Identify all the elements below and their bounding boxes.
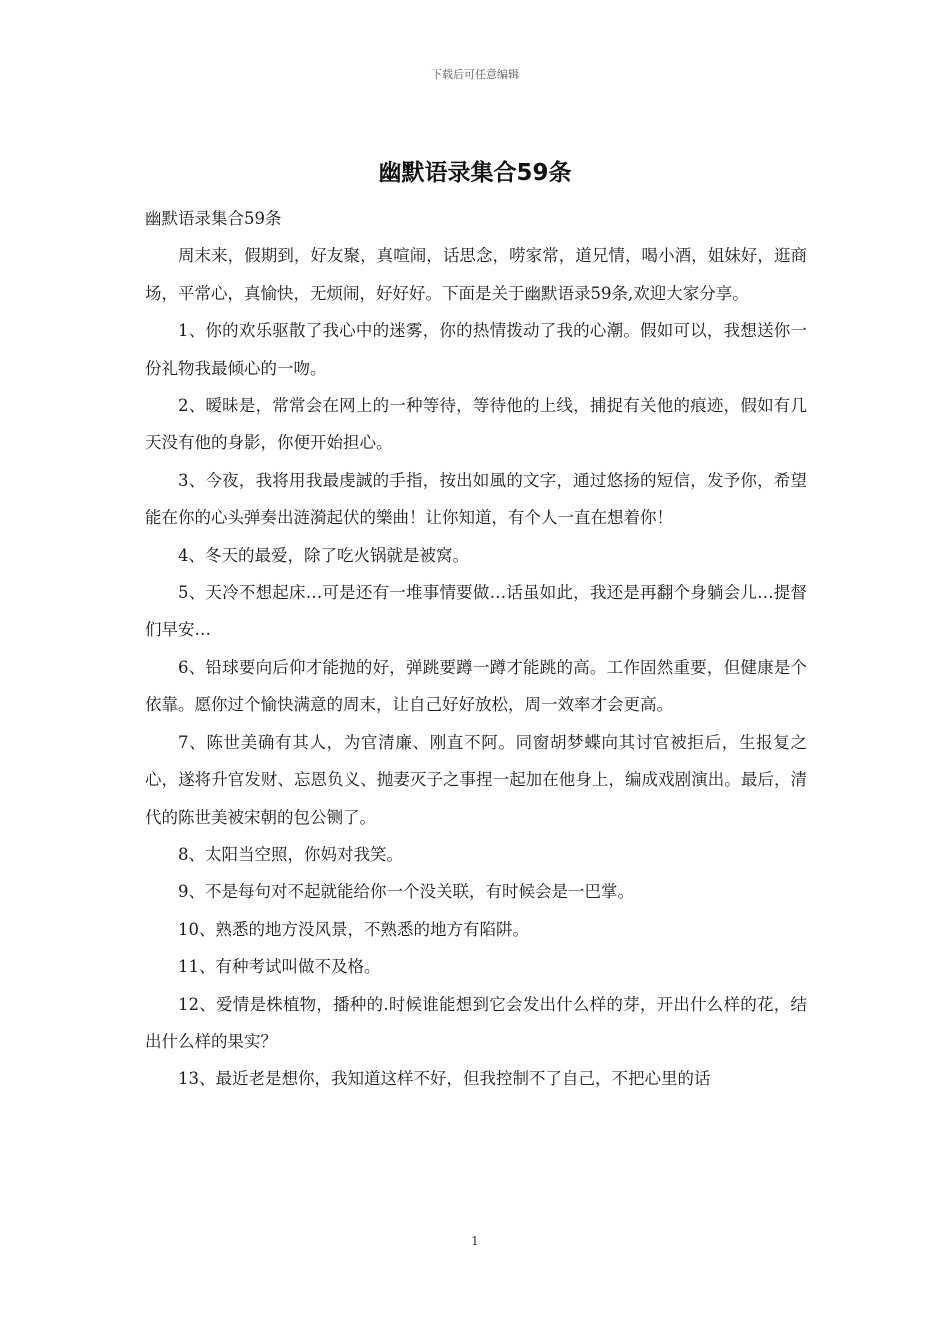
list-item: 9、不是每句对不起就能给你一个没关联，有时候会是一巴掌。	[178, 882, 634, 902]
subtitle-line: 幽默语录集合59条	[145, 209, 282, 228]
list-item: 12、爱情是株植物，播种的.时候谁能想到它会发出什么样的芽，开出什么样的花，结出什么样的果实？	[145, 994, 807, 1051]
intro-paragraph: 周末来，假期到，好友聚，真喧闹，话思念，唠家常，道兄情，喝小酒，姐妹好，逛商场，平常心，真愉快，无烦闹，好好好。下面是关于幽默语录59条,欢迎大家分享。	[145, 246, 807, 303]
list-item: 1、你的欢乐驱散了我心中的迷雾，你的热情拨动了我的心潮。假如可以，我想送你一份礼物我最倾心的一吻。	[145, 321, 807, 378]
list-item: 3、今夜，我将用我最虔誠的手指，按出如風的文字，通过悠扬的短信，发予你，希望能在你的心头弹奏出涟漪起伏的樂曲！让你知道，有个人一直在想着你！	[145, 470, 807, 528]
list-item: 4、冬天的最爱，除了吃火锅就是被窝。	[178, 545, 469, 565]
document-title: 幽默语录集合59条	[378, 160, 572, 186]
list-item: 7、陈世美确有其人，为官清廉、刚直不阿。同窗胡梦蝶向其讨官被拒后，生报复之心，遂将升官发财、忘恩负义、抛妻灭子之事捏一起加在他身上，编成戏剧演出。最后，清代的陈世美被宋朝的包公铡了。	[145, 732, 807, 827]
list-item: 2、暧昧是，常常会在网上的一种等待，等待他的上线，捕捉有关他的痕迹，假如有几天没有他的身影，你便开始担心。	[145, 396, 807, 453]
list-item: 10、熟悉的地方没风景，不熟悉的地方有陷阱。	[178, 919, 529, 939]
document-body	[145, 200, 807, 1098]
list-item: 6、铅球要向后仰才能抛的好，弹跳要蹲一蹲才能跳的高。工作固然重要，但健康是个依靠。愿你过个愉快满意的周末，让自己好好放松，周一效率才会更高。	[145, 657, 807, 715]
page-number: 1	[471, 1234, 479, 1248]
list-item: 11、有种考试叫做不及格。	[178, 957, 381, 977]
list-item: 5、天冷不想起床…可是还有一堆事情要做…话虽如此，我还是再翻个身躺会儿…提督们早安…	[145, 583, 807, 640]
header-note: 下载后可任意编辑	[431, 68, 519, 81]
list-item: 13、最近老是想你，我知道这样不好，但我控制不了自己，不把心里的话	[178, 1069, 711, 1089]
list-item: 8、太阳当空照，你妈对我笑。	[178, 844, 403, 864]
